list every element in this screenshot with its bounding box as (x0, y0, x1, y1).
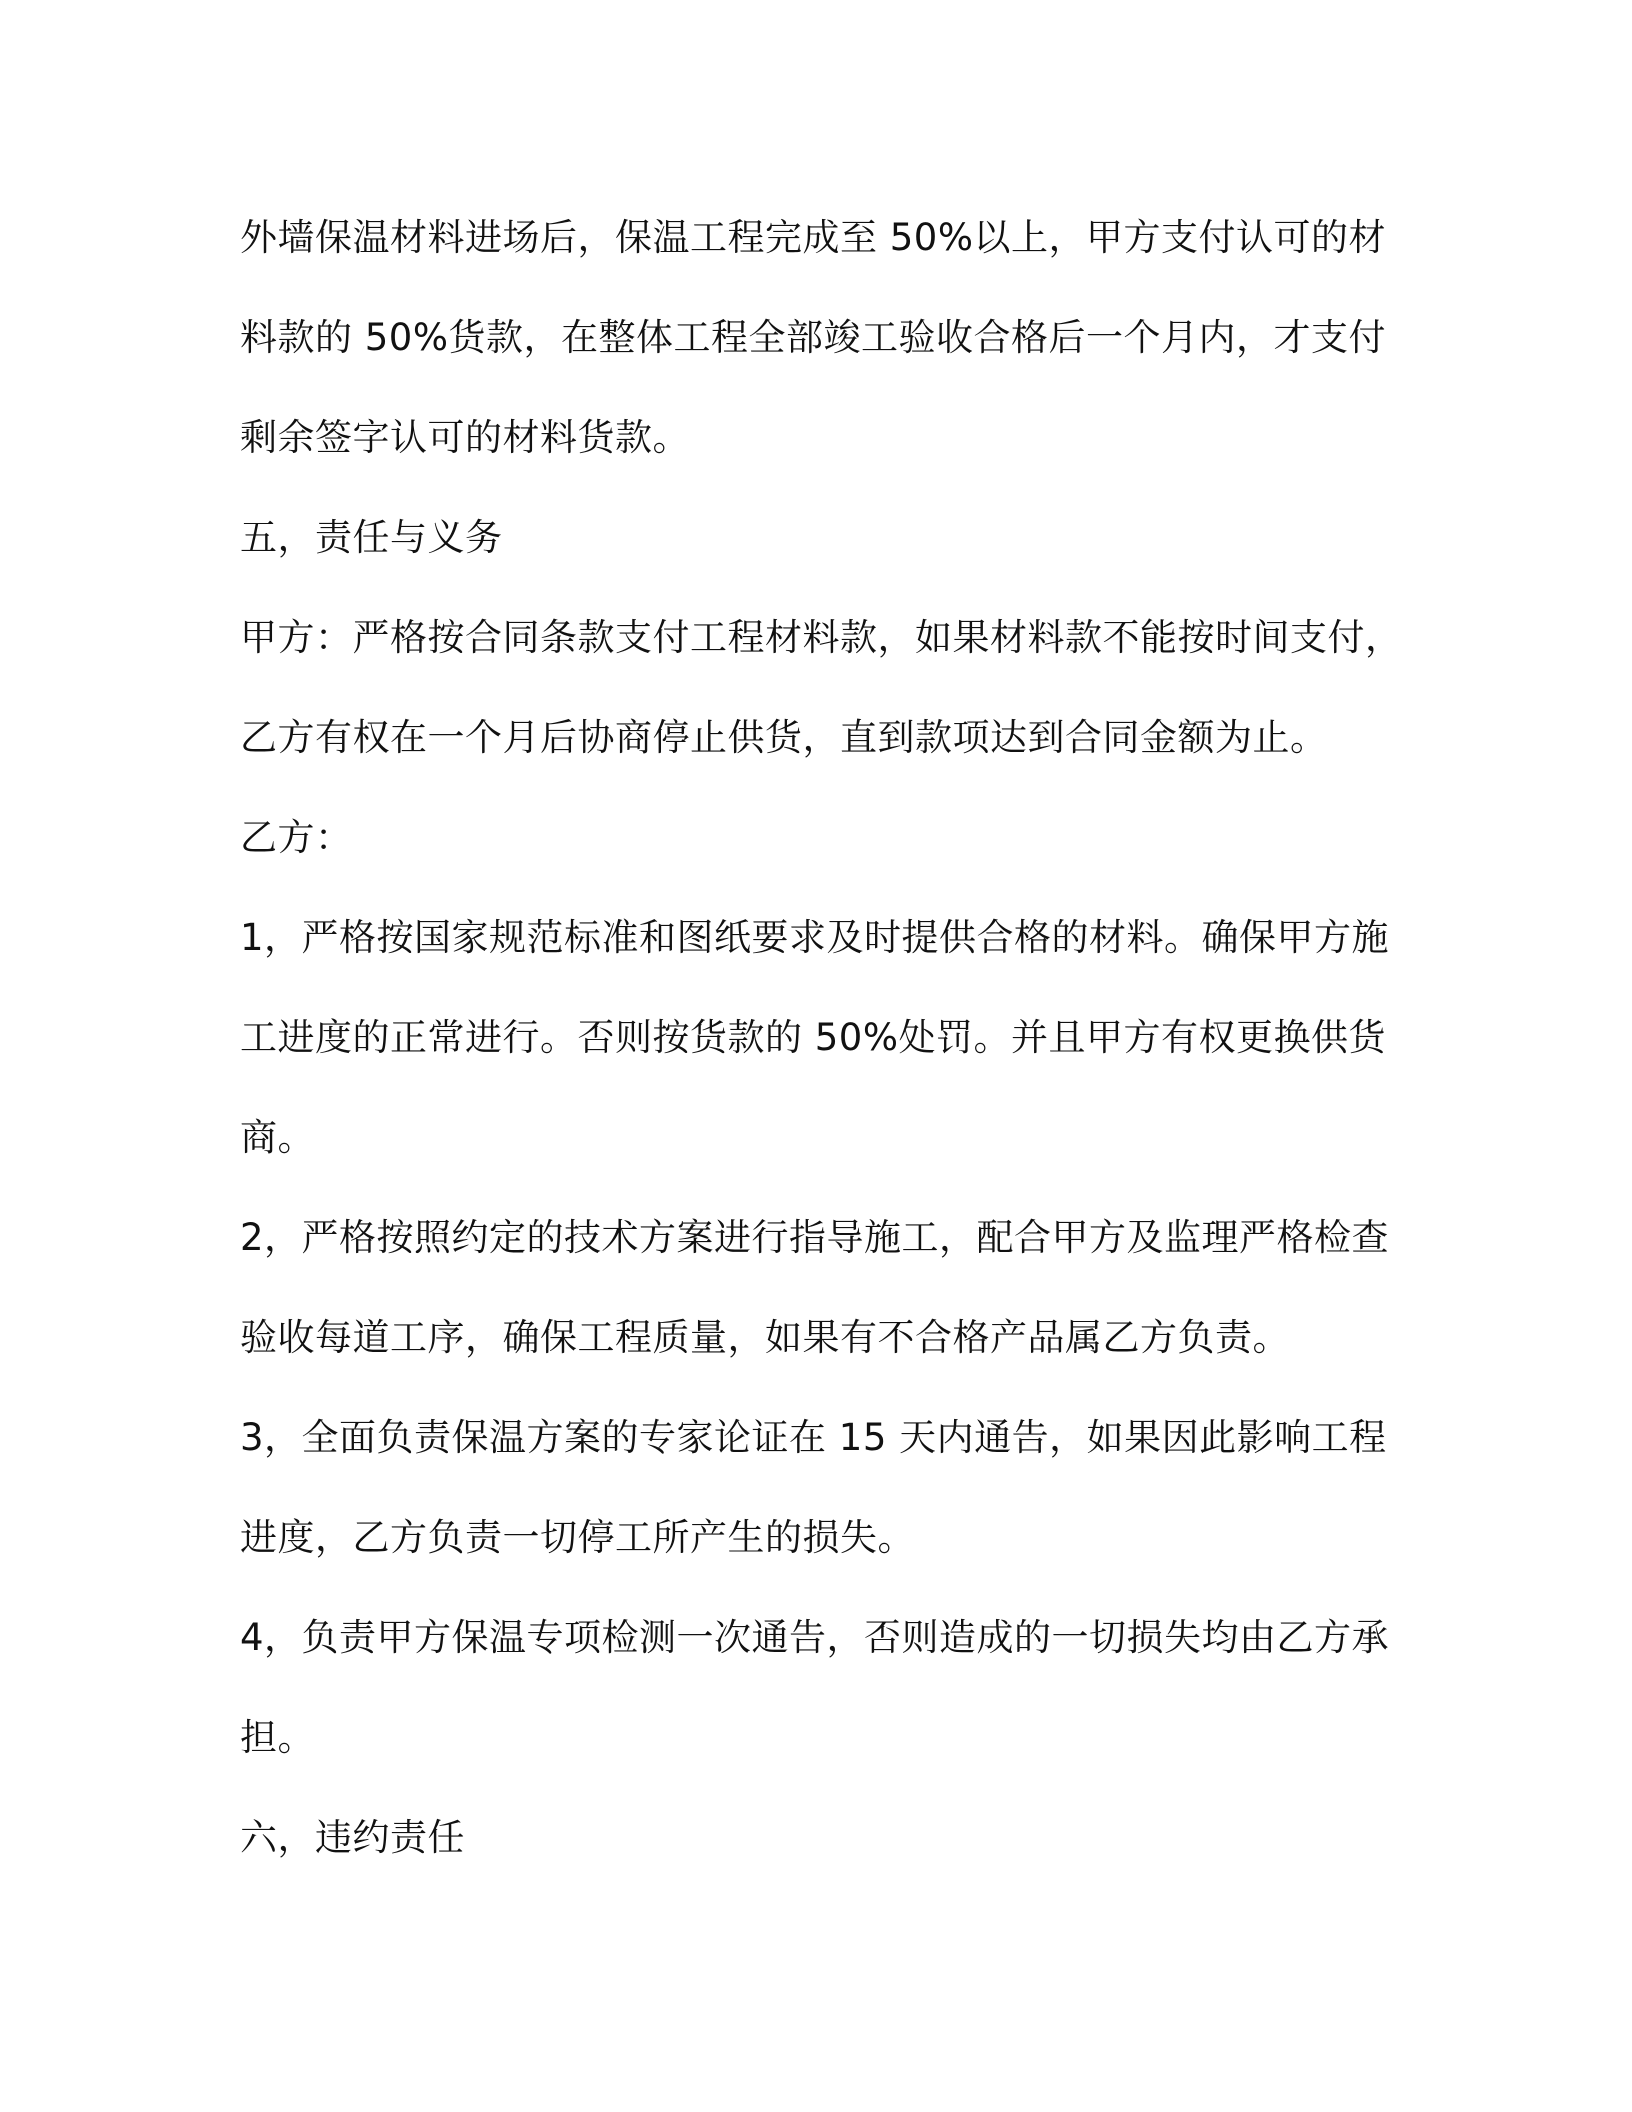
list-item-line: 工进度的正常进行。否则按货款的 50%处罚。并且甲方有权更换供货 (240, 1016, 1386, 1059)
list-item-line: 担。 (240, 1716, 315, 1759)
list-item-line: 验收每道工序，确保工程质量，如果有不合格产品属乙方负责。 (240, 1316, 1290, 1359)
paragraph-line: 料款的 50%货款，在整体工程全部竣工验收合格后一个月内，才支付 (240, 316, 1386, 359)
paragraph-line: 外墙保温材料进场后，保温工程完成至 50%以上，甲方支付认可的材 (240, 216, 1386, 259)
document-page (240, 188, 1403, 1888)
list-item-line: 1，严格按国家规范标准和图纸要求及时提供合格的材料。确保甲方施 (240, 916, 1390, 959)
section-heading: 五，责任与义务 (240, 516, 503, 559)
paragraph-line: 乙方有权在一个月后协商停止供货，直到款项达到合同金额为止。 (240, 716, 1328, 759)
paragraph-line: 甲方：严格按合同条款支付工程材料款，如果材料款不能按时间支付， (240, 616, 1403, 659)
paragraph-line: 剩余签字认可的材料货款。 (240, 416, 690, 459)
list-item-line: 进度，乙方负责一切停工所产生的损失。 (240, 1516, 915, 1559)
list-item-line: 3，全面负责保温方案的专家论证在 15 天内通告，如果因此影响工程 (240, 1416, 1387, 1459)
list-item-line: 4，负责甲方保温专项检测一次通告，否则造成的一切损失均由乙方承 (240, 1616, 1390, 1659)
list-item-line: 商。 (240, 1116, 315, 1159)
list-item-line: 2，严格按照约定的技术方案进行指导施工，配合甲方及监理严格检查 (240, 1216, 1390, 1259)
section-heading: 六，违约责任 (240, 1816, 465, 1859)
party-heading: 乙方： (240, 816, 353, 859)
